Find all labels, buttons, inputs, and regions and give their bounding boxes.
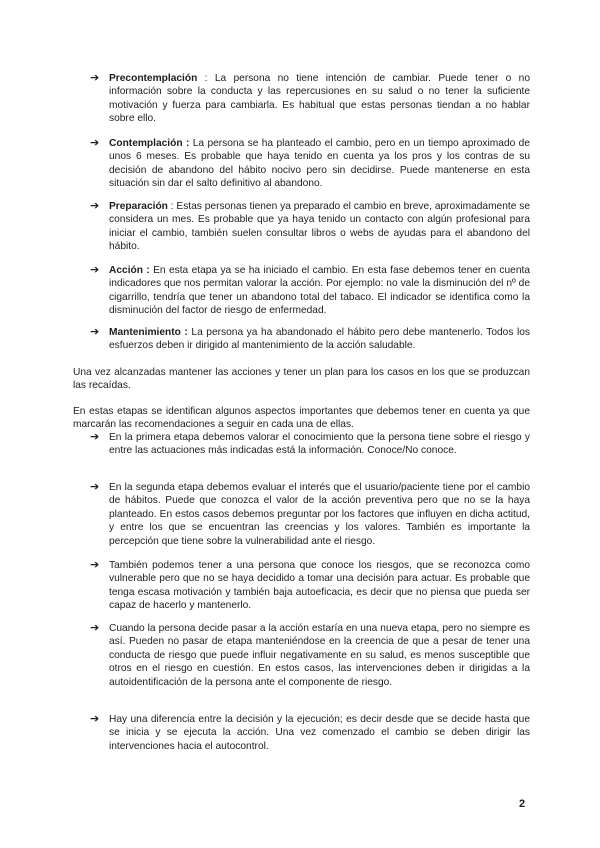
- arrow-bullet-icon: ➔: [90, 200, 100, 212]
- aspect-item-decision-execution: [90, 713, 530, 753]
- stage-term: Acción :: [109, 265, 150, 276]
- arrow-bullet-icon: ➔: [90, 326, 100, 338]
- stage-term: Preparación: [109, 201, 168, 212]
- aspect-text: Hay una diferencia entre la decisión y la ejecución; es decir desde que se decide hasta que se inicia y se ejecuta la acción. Una vez comenzado el cambio se deben dirigir las intervenciones hacia el autocontrol.: [109, 714, 530, 752]
- aspect-item-action-stage: [90, 622, 530, 689]
- stage-separator: :: [167, 201, 177, 212]
- stage-item-preparation: [90, 200, 530, 254]
- aspect-text: En la primera etapa debemos valorar el conocimiento que la persona tiene sobre el riesgo y entre las actuaciones más indicadas está la información. Conoce/No conoce.: [109, 432, 530, 457]
- aspect-item-vulnerable: [90, 559, 530, 613]
- stage-item-precontemplation: [90, 72, 530, 126]
- stage-item-action: [90, 264, 530, 318]
- arrow-bullet-icon: ➔: [90, 481, 100, 493]
- aspect-item-first-stage: [90, 431, 530, 458]
- paragraph-aspects-intro: En estas etapas se identifican algunos aspectos importantes que debemos tener en cuenta ya que marcarán las recomendaciones a seguir en cada una de ellas.: [73, 406, 530, 431]
- page-number: 2: [519, 798, 526, 810]
- arrow-bullet-icon: ➔: [90, 137, 100, 149]
- arrow-bullet-icon: ➔: [90, 559, 100, 571]
- stage-text: La persona no tiene intención de cambiar. Puede tener o no información sobre la conducta y las repercusiones en su salud o no tener la suficiente motivación y fuerza para cambiarla. Es habitual que estas personas tiendan a no hablar sobre ello.: [109, 73, 530, 125]
- stage-term: Mantenimiento :: [109, 327, 188, 338]
- arrow-bullet-icon: ➔: [90, 72, 100, 84]
- paragraph-relapse-plan: Una vez alcanzadas mantener las acciones y tener un plan para los casos en los que se produzcan las recaídas.: [73, 367, 530, 392]
- arrow-bullet-icon: ➔: [90, 264, 100, 276]
- stage-item-maintenance: [90, 326, 530, 353]
- arrow-bullet-icon: ➔: [90, 713, 100, 725]
- arrow-bullet-icon: ➔: [90, 431, 100, 443]
- stage-text: Estas personas tienen ya preparado el cambio en breve, aproximadamente se considera un mes. Es probable que ya haya tenido un contacto con algún profesional para iniciar el cambio, también suelen consultar libros o webs de ayudas para el abandono del hábito.: [109, 201, 530, 253]
- aspect-text: En la segunda etapa debemos evaluar el interés que el usuario/paciente tiene por el cambio de hábitos. Puede que conozca el valor de la acción preventiva pero que no se la haya planteado. En estos casos debemos preguntar por los factores que influyen en dicha actitud, y entre los que se encuentran las creencias y los valores. También es importante la percepción que tiene sobre la vulnerabilidad ante el riesgo.: [109, 482, 530, 547]
- stage-term: Precontemplación: [109, 73, 198, 84]
- stage-text: La persona se ha planteado el cambio, pero en un tiempo aproximado de unos 6 meses. Es probable que haya tenido en cuenta ya los pros y los contras de su decisión de abandono del hábito nocivo pero sin decidirse. Puede mantenerse en esta situación sin dar el salto definitivo al abandono.: [109, 138, 530, 190]
- stage-separator: :: [197, 73, 215, 84]
- stage-item-contemplation: [90, 137, 530, 191]
- aspect-text: También podemos tener a una persona que conoce los riesgos, que se reconozca como vulnerable pero que no se haya decidido a tomar una decisión para actuar. Es probable que tenga escasa motivación y también baja autoeficacia, es decir que no piensa que pueda ser capaz de hacerlo y mantenerlo.: [109, 560, 530, 612]
- aspect-item-second-stage: [90, 481, 530, 548]
- stage-text: En esta etapa ya se ha iniciado el cambio. En esta fase debemos tener en cuenta indicadores que nos permitan valorar la acción. Por ejemplo: no vale la disminución del nº de cigarrillo, tendría que tener un abandono total del tabaco. El indicador se identifica como la disminución del factor de riesgo de enfermedad.: [109, 265, 530, 317]
- aspect-text: Cuando la persona decide pasar a la acción estaría en una nueva etapa, pero no siempre es así. Pueden no pasar de etapa manteniéndose en la creencia de que a pesar de tener una conducta de riesgo que puede influir negativamente en su salud, es menos susceptible que otros en el riesgo en cuestión. En estos casos, las intervenciones deben ir dirigidas a la autoidentificación de la persona ante el componente de riesgo.: [109, 623, 530, 688]
- arrow-bullet-icon: ➔: [90, 622, 100, 634]
- stage-text: La persona ya ha abandonado el hábito pero debe mantenerlo. Todos los esfuerzos deben ir dirigido al mantenimiento de la acción saludable.: [109, 327, 530, 352]
- stage-term: Contemplación :: [109, 138, 190, 149]
